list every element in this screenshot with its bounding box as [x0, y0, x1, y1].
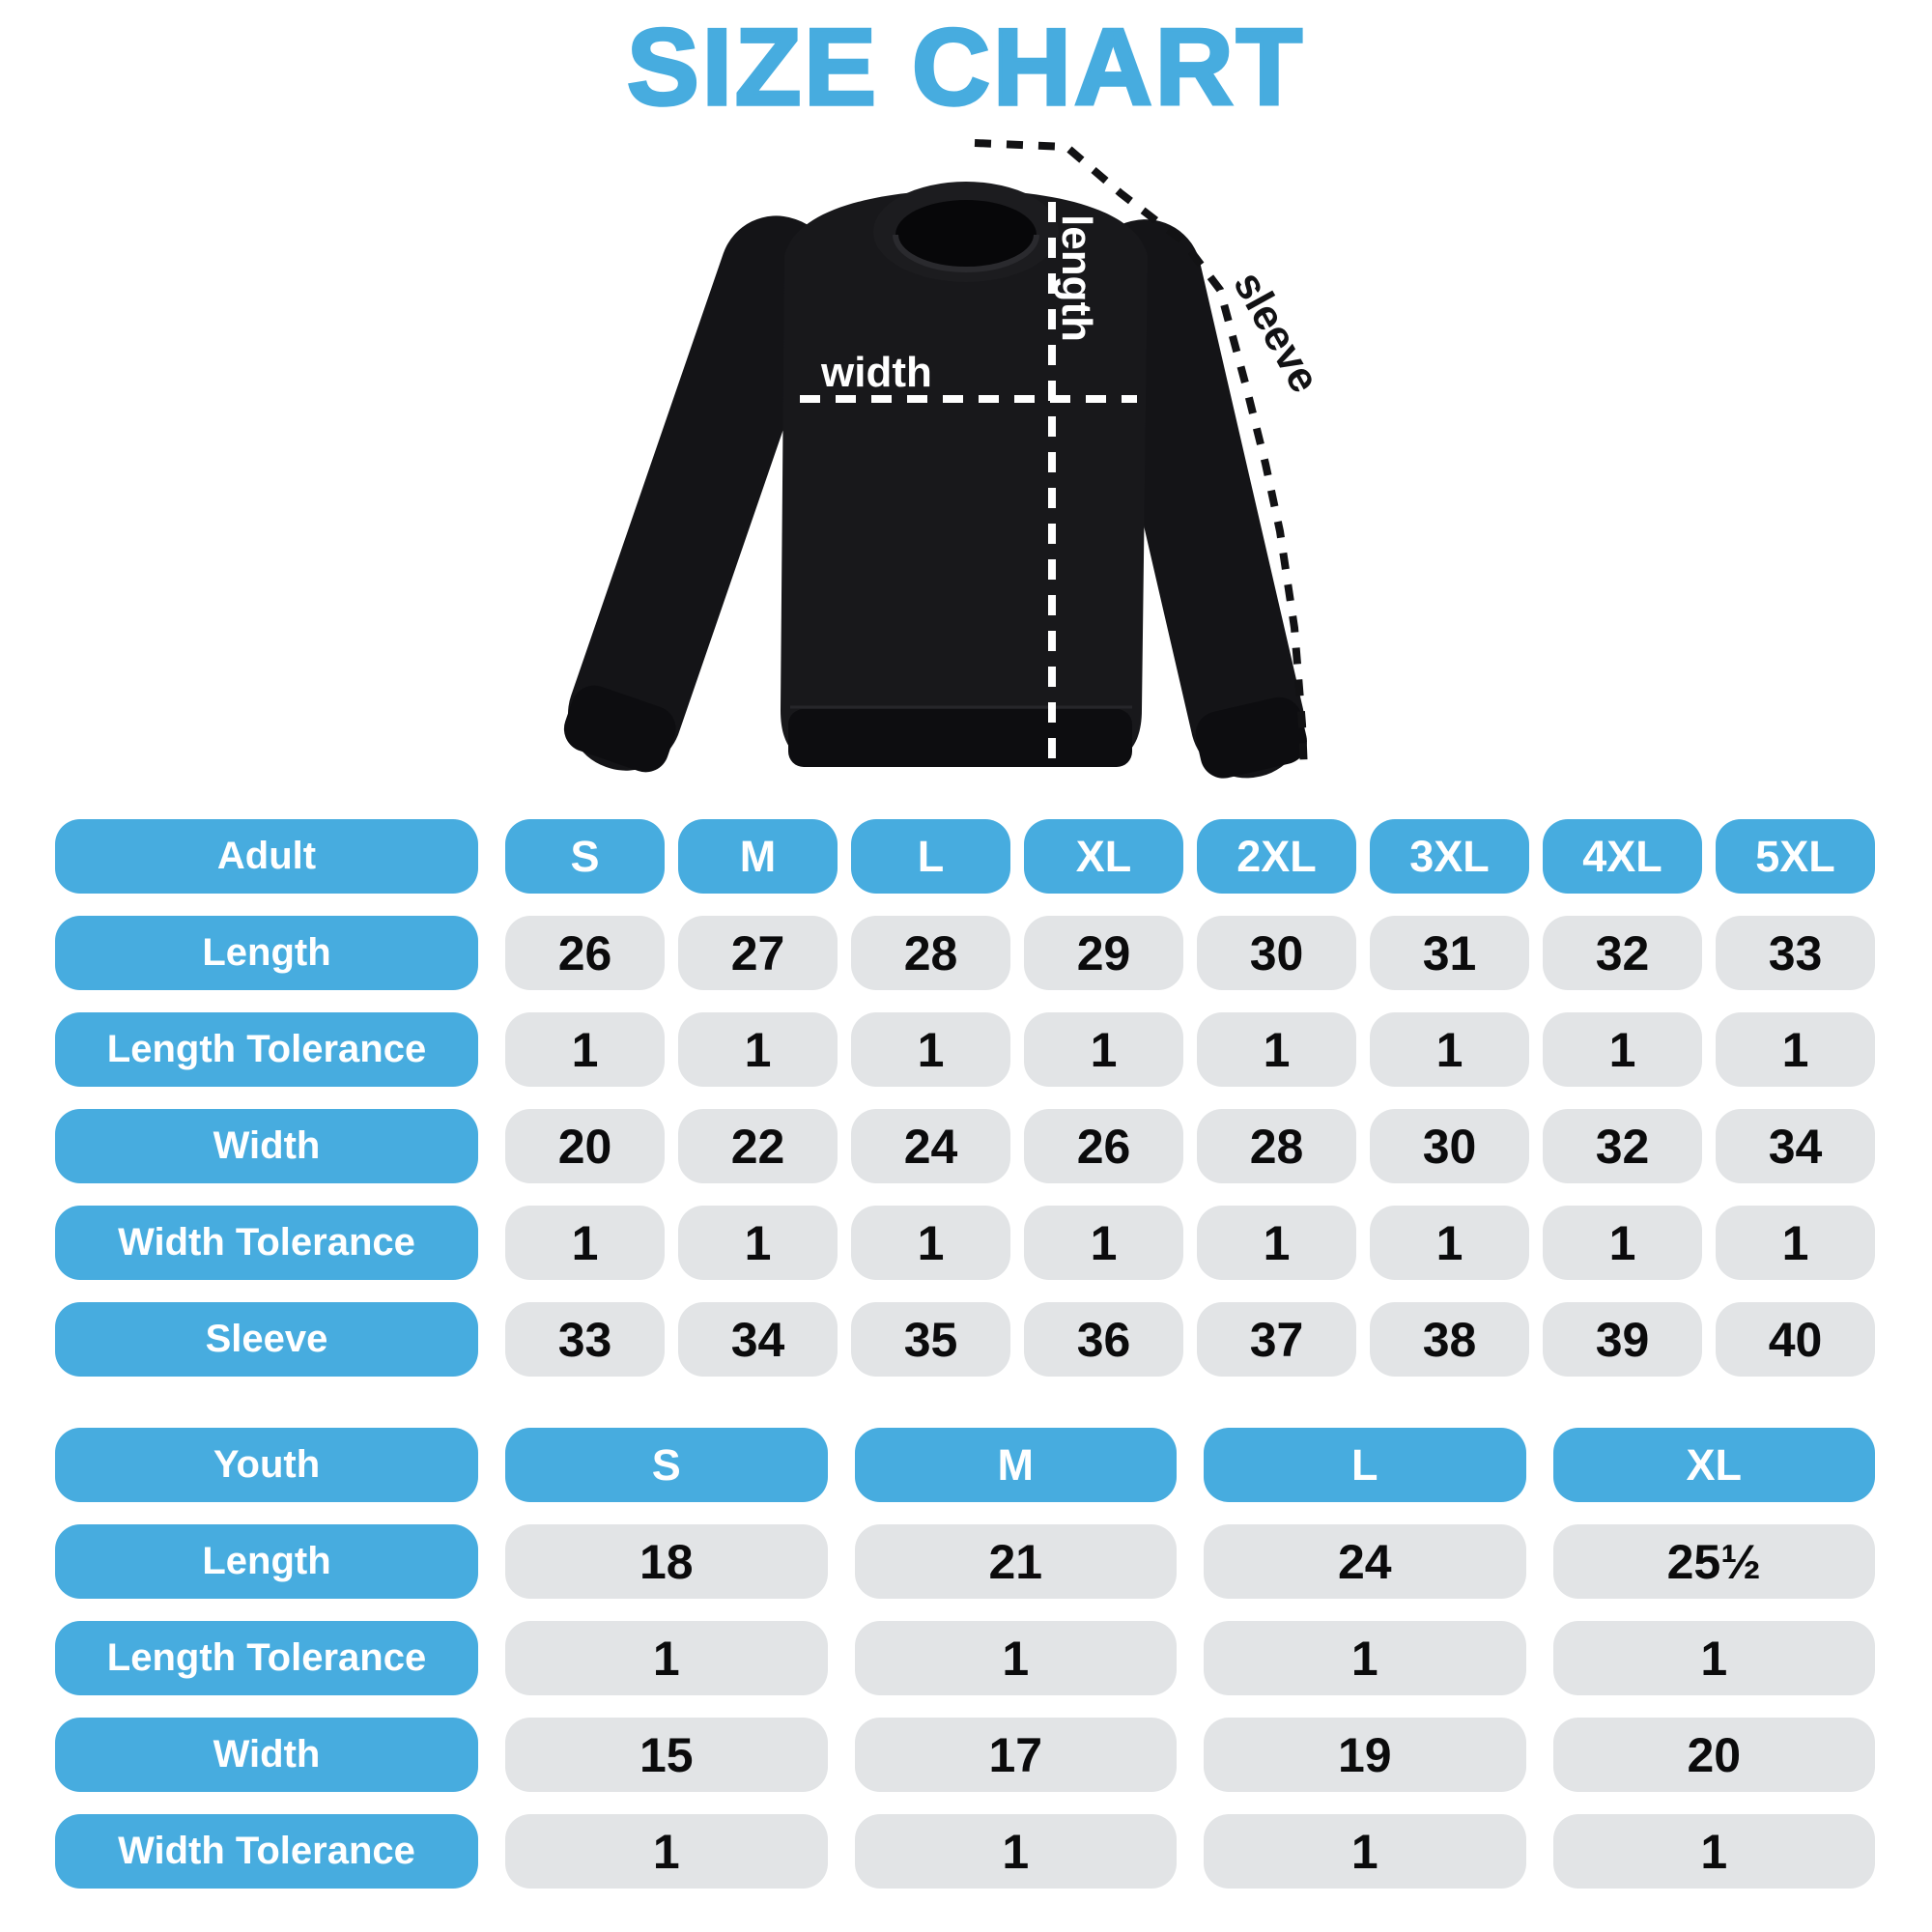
- measurement-value-cell-text: 1: [571, 1022, 599, 1077]
- measurement-value-cell: [505, 1109, 665, 1183]
- measurement-value-cell-text: 34: [730, 1312, 785, 1367]
- measurement-value-cell: [1553, 1814, 1876, 1889]
- measurement-value-cell-text: 25½: [1666, 1534, 1761, 1589]
- page-title: SIZE CHART: [627, 7, 1305, 128]
- measurement-value-cell: [1197, 1109, 1356, 1183]
- measurement-value-cell: [1716, 1302, 1875, 1377]
- size-column-header-text: L: [917, 831, 945, 881]
- measurement-value-cell: [1024, 1109, 1183, 1183]
- measurement-value-cell: [855, 1621, 1178, 1695]
- measurement-value-cell: [1204, 1814, 1526, 1889]
- measurement-value-cell: [1370, 1302, 1529, 1377]
- measurement-value-cell: [1543, 1109, 1702, 1183]
- measurement-value-cell-text: 22: [730, 1119, 785, 1174]
- measurement-value-cell: [1204, 1621, 1526, 1695]
- measurement-value-cell-text: 17: [988, 1727, 1043, 1782]
- measurement-value-cell-text: 1: [1781, 1215, 1809, 1270]
- table-title-cell: [55, 819, 478, 894]
- sweatshirt-image: [541, 106, 1391, 811]
- measurement-value-cell-text: 31: [1422, 925, 1477, 980]
- measurement-value-cell-text: 1: [1350, 1824, 1378, 1879]
- measurement-row-label-text: Width Tolerance: [118, 1830, 415, 1872]
- measurement-value-cell: [505, 1524, 828, 1599]
- measurement-row-label-text: Sleeve: [205, 1318, 328, 1360]
- measurement-row-label: [55, 1302, 478, 1377]
- measurement-value-cell-text: 1: [1608, 1022, 1636, 1077]
- measurement-value-cell: [1370, 1206, 1529, 1280]
- measurement-value-cell-text: 20: [557, 1119, 612, 1174]
- measurement-value-cell: [678, 1206, 838, 1280]
- measurement-value-cell-text: 1: [1090, 1215, 1118, 1270]
- measurement-value-cell-text: 27: [730, 925, 785, 980]
- measurement-value-cell-text: 20: [1687, 1727, 1742, 1782]
- measurement-value-cell: [678, 1012, 838, 1087]
- measurement-value-cell: [678, 1302, 838, 1377]
- measurement-value-cell: [505, 1814, 828, 1889]
- table-title-cell-text: Adult: [216, 835, 317, 877]
- measurement-value-cell: [505, 1621, 828, 1695]
- measurement-value-cell: [505, 1302, 665, 1377]
- size-column-header: [1370, 819, 1529, 894]
- measurement-value-cell: [505, 1206, 665, 1280]
- measurement-value-cell: [678, 916, 838, 990]
- measurement-value-cell: [1024, 1302, 1183, 1377]
- adult-size-table: [55, 819, 1875, 1377]
- size-column-header-text: S: [651, 1439, 681, 1490]
- measurement-value-cell: [1024, 1012, 1183, 1087]
- measurement-value-cell-text: 1: [744, 1022, 772, 1077]
- measurement-value-cell-text: 1: [1700, 1824, 1728, 1879]
- measurement-value-cell: [505, 1718, 828, 1792]
- size-column-header-text: M: [739, 831, 777, 881]
- size-column-header: [505, 819, 665, 894]
- measurement-value-cell-text: 1: [917, 1022, 945, 1077]
- measurement-value-cell: [1716, 1206, 1875, 1280]
- measurement-row-label-text: Width: [213, 1124, 321, 1167]
- measurement-value-cell: [1370, 1012, 1529, 1087]
- measurement-value-cell-text: 32: [1595, 1119, 1650, 1174]
- size-column-header-text: XL: [1686, 1439, 1742, 1490]
- measurement-value-cell: [1553, 1718, 1876, 1792]
- table-title-cell-text: Youth: [213, 1443, 321, 1486]
- measurement-value-cell-text: 1: [1350, 1631, 1378, 1686]
- measurement-value-cell: [1370, 1109, 1529, 1183]
- measurement-value-cell: [1543, 1012, 1702, 1087]
- sweatshirt-diagram: [541, 106, 1391, 811]
- measurement-value-cell: [851, 1012, 1010, 1087]
- measurement-value-cell-text: 1: [1090, 1022, 1118, 1077]
- measurement-value-cell-text: 18: [639, 1534, 694, 1589]
- measurement-value-cell: [505, 916, 665, 990]
- measurement-row-label-text: Length Tolerance: [106, 1028, 427, 1070]
- measurement-value-cell: [1553, 1524, 1876, 1599]
- measurement-value-cell-text: 19: [1337, 1727, 1392, 1782]
- measurement-value-cell-text: 24: [1337, 1534, 1392, 1589]
- measurement-value-cell: [1204, 1718, 1526, 1792]
- length-label: length: [1053, 214, 1100, 342]
- youth-size-table: [55, 1428, 1875, 1889]
- measurement-value-cell-text: 36: [1076, 1312, 1131, 1367]
- size-column-header: [1024, 819, 1183, 894]
- measurement-value-cell-text: 40: [1768, 1312, 1823, 1367]
- measurement-value-cell: [851, 1109, 1010, 1183]
- measurement-row-label: [55, 1718, 478, 1792]
- measurement-value-cell-text: 1: [744, 1215, 772, 1270]
- measurement-value-cell-text: 30: [1422, 1119, 1477, 1174]
- measurement-row-label-text: Width Tolerance: [118, 1221, 415, 1264]
- measurement-row-label-text: Length: [202, 1540, 331, 1582]
- measurement-value-cell: [1370, 916, 1529, 990]
- measurement-value-cell-text: 26: [557, 925, 612, 980]
- measurement-value-cell: [851, 1206, 1010, 1280]
- measurement-value-cell: [1716, 1109, 1875, 1183]
- measurement-value-cell: [1543, 916, 1702, 990]
- measurement-value-cell-text: 24: [903, 1119, 958, 1174]
- measurement-value-cell: [505, 1012, 665, 1087]
- measurement-row-label-text: Length Tolerance: [106, 1636, 427, 1679]
- measurement-value-cell: [855, 1524, 1178, 1599]
- hem-band: [788, 709, 1132, 767]
- measurement-value-cell-text: 39: [1595, 1312, 1650, 1367]
- size-column-header: [855, 1428, 1178, 1502]
- size-column-header-text: 5XL: [1755, 831, 1835, 881]
- size-column-header: [678, 819, 838, 894]
- measurement-row-label: [55, 1109, 478, 1183]
- measurement-value-cell-text: 21: [988, 1534, 1043, 1589]
- measurement-value-cell: [1197, 1206, 1356, 1280]
- size-column-header: [851, 819, 1010, 894]
- measurement-value-cell: [1197, 1302, 1356, 1377]
- measurement-row-label-text: Width: [213, 1733, 321, 1776]
- measurement-value-cell-text: 30: [1249, 925, 1304, 980]
- measurement-value-cell: [678, 1109, 838, 1183]
- measurement-value-cell-text: 1: [1263, 1022, 1291, 1077]
- measurement-value-cell: [1543, 1206, 1702, 1280]
- measurement-row-label: [55, 1012, 478, 1087]
- measurement-row-label: [55, 916, 478, 990]
- table-title-cell: [55, 1428, 478, 1502]
- size-column-header-text: 2XL: [1236, 831, 1317, 881]
- measurement-value-cell-text: 35: [903, 1312, 958, 1367]
- measurement-row-label-text: Length: [202, 931, 331, 974]
- size-column-header: [1553, 1428, 1876, 1502]
- measurement-value-cell: [1204, 1524, 1526, 1599]
- measurement-value-cell-text: 34: [1768, 1119, 1823, 1174]
- size-column-header: [1197, 819, 1356, 894]
- measurement-value-cell-text: 1: [1435, 1215, 1463, 1270]
- measurement-value-cell-text: 26: [1076, 1119, 1131, 1174]
- size-column-header-text: XL: [1075, 831, 1132, 881]
- measurement-value-cell-text: 33: [557, 1312, 612, 1367]
- measurement-value-cell: [1024, 1206, 1183, 1280]
- measurement-value-cell: [855, 1718, 1178, 1792]
- measurement-value-cell-text: 29: [1076, 925, 1131, 980]
- measurement-value-cell-text: 1: [1700, 1631, 1728, 1686]
- measurement-value-cell-text: 1: [571, 1215, 599, 1270]
- measurement-value-cell-text: 38: [1422, 1312, 1477, 1367]
- size-column-header-text: 4XL: [1582, 831, 1662, 881]
- measurement-value-cell-text: 15: [639, 1727, 694, 1782]
- measurement-value-cell-text: 1: [1781, 1022, 1809, 1077]
- measurement-value-cell-text: 37: [1249, 1312, 1304, 1367]
- measurement-value-cell-text: 1: [652, 1631, 680, 1686]
- measurement-value-cell: [1716, 1012, 1875, 1087]
- width-label: width: [821, 349, 932, 396]
- measurement-row-label: [55, 1814, 478, 1889]
- measurement-value-cell-text: 1: [1002, 1824, 1030, 1879]
- measurement-row-label: [55, 1524, 478, 1599]
- size-column-header: [1543, 819, 1702, 894]
- measurement-value-cell: [1197, 916, 1356, 990]
- measurement-value-cell: [1197, 1012, 1356, 1087]
- measurement-value-cell-text: 28: [903, 925, 958, 980]
- measurement-value-cell: [855, 1814, 1178, 1889]
- measurement-value-cell: [1553, 1621, 1876, 1695]
- collar: [873, 182, 1059, 282]
- measurement-value-cell: [1716, 916, 1875, 990]
- size-column-header: [505, 1428, 828, 1502]
- size-column-header-text: L: [1351, 1439, 1378, 1490]
- measurement-row-label: [55, 1206, 478, 1280]
- size-column-header: [1716, 819, 1875, 894]
- measurement-value-cell-text: 1: [1608, 1215, 1636, 1270]
- measurement-value-cell: [851, 1302, 1010, 1377]
- sleeve-label: sleeve: [1224, 264, 1329, 401]
- measurement-value-cell-text: 1: [917, 1215, 945, 1270]
- measurement-value-cell: [1024, 916, 1183, 990]
- measurement-value-cell-text: 1: [1263, 1215, 1291, 1270]
- measurement-value-cell-text: 1: [1002, 1631, 1030, 1686]
- measurement-row-label: [55, 1621, 478, 1695]
- measurement-value-cell-text: 1: [652, 1824, 680, 1879]
- size-column-header: [1204, 1428, 1526, 1502]
- measurement-value-cell-text: 1: [1435, 1022, 1463, 1077]
- size-column-header-text: S: [570, 831, 600, 881]
- measurement-value-cell-text: 33: [1768, 925, 1823, 980]
- measurement-value-cell-text: 28: [1249, 1119, 1304, 1174]
- measurement-value-cell-text: 32: [1595, 925, 1650, 980]
- size-column-header-text: 3XL: [1409, 831, 1490, 881]
- measurement-value-cell: [851, 916, 1010, 990]
- measurement-value-cell: [1543, 1302, 1702, 1377]
- size-column-header-text: M: [997, 1439, 1034, 1490]
